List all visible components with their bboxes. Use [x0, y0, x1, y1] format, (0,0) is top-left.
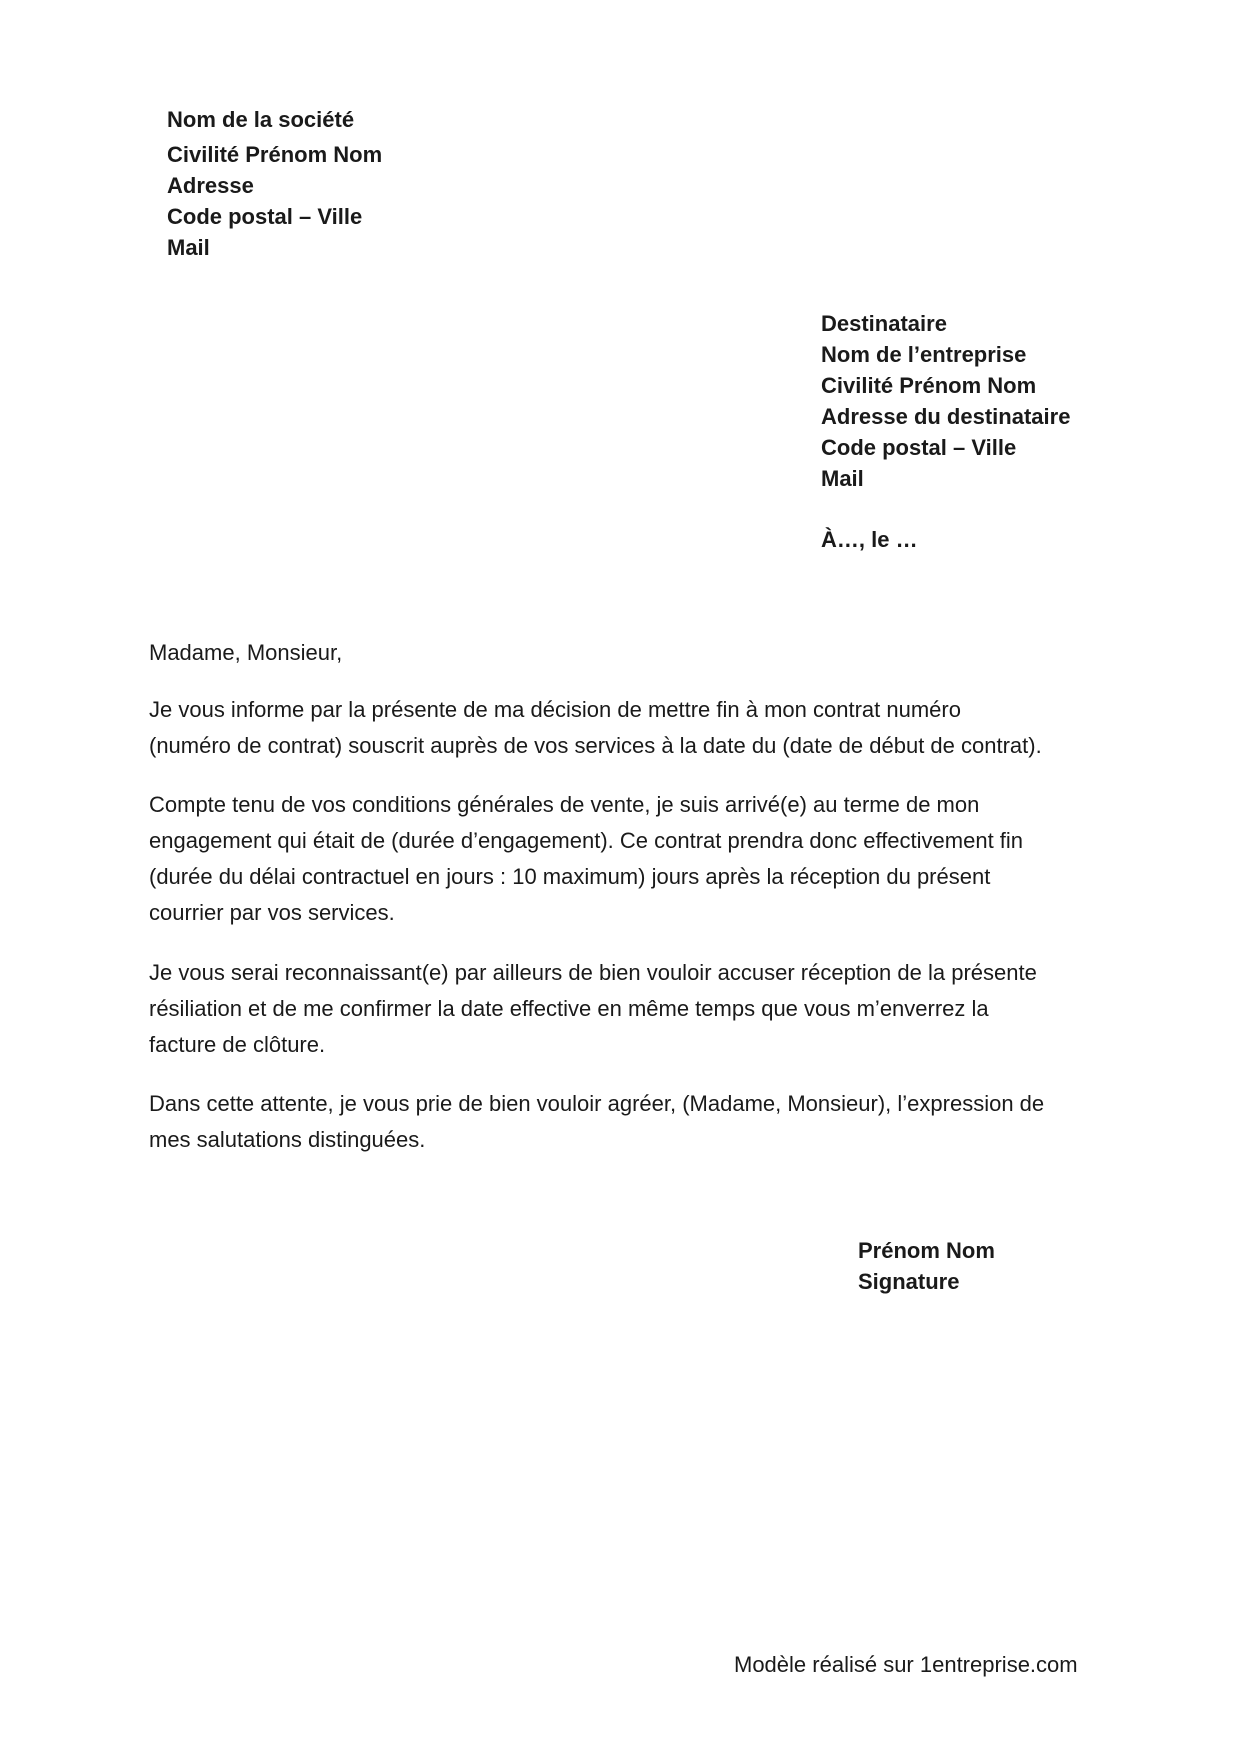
- recipient-company: Nom de l’entreprise: [821, 342, 1027, 367]
- paragraph-1: [149, 692, 1099, 764]
- sender-name: Civilité Prénom Nom: [167, 142, 383, 167]
- recipient-name: Civilité Prénom Nom: [821, 373, 1037, 398]
- signature-name: Prénom Nom: [858, 1238, 995, 1263]
- paragraph-line: résiliation et de me confirmer la date effective en même temps que vous m’enverrez la: [149, 996, 989, 1021]
- sender-block: [167, 104, 382, 263]
- recipient-address: Adresse du destinataire: [821, 404, 1071, 429]
- paragraph-line: mes salutations distinguées.: [149, 1127, 426, 1152]
- recipient-block: [821, 308, 1070, 494]
- recipient-label: Destinataire: [821, 311, 947, 336]
- paragraph-4: [149, 1086, 1099, 1158]
- recipient-city: Code postal – Ville: [821, 435, 1017, 460]
- paragraph-line: facture de clôture.: [149, 1032, 326, 1057]
- footer-credit: Modèle réalisé sur 1entreprise.com: [734, 1652, 1078, 1677]
- sender-mail: Mail: [167, 235, 210, 260]
- sender-company: Nom de la société: [167, 107, 355, 132]
- salutation: Madame, Monsieur,: [149, 640, 343, 665]
- recipient-mail: Mail: [821, 466, 864, 491]
- paragraph-line: (numéro de contrat) souscrit auprès de vos services à la date du (date de début de contrat).: [149, 733, 1042, 758]
- place-date-line: À…, le …: [821, 527, 918, 552]
- signature-label: Signature: [858, 1269, 960, 1294]
- paragraph-line: Je vous serai reconnaissant(e) par ailleurs de bien vouloir accuser réception de la présente: [149, 960, 1037, 985]
- paragraph-line: Dans cette attente, je vous prie de bien vouloir agréer, (Madame, Monsieur), l’expression de: [149, 1091, 1045, 1116]
- sender-address: Adresse: [167, 173, 254, 198]
- sender-city: Code postal – Ville: [167, 204, 363, 229]
- paragraph-line: engagement qui était de (durée d’engagement). Ce contrat prendra donc effectivement fin: [149, 828, 1024, 853]
- paragraph-line: Je vous informe par la présente de ma décision de mettre fin à mon contrat numéro: [149, 697, 961, 722]
- paragraph-line: courrier par vos services.: [149, 900, 395, 925]
- paragraph-2: [149, 787, 1099, 931]
- paragraph-line: (durée du délai contractuel en jours : 10 maximum) jours après la réception du présent: [149, 864, 991, 889]
- signature-block: [858, 1235, 995, 1297]
- paragraph-3: [149, 955, 1099, 1063]
- paragraph-line: Compte tenu de vos conditions générales de vente, je suis arrivé(e) au terme de mon: [149, 792, 980, 817]
